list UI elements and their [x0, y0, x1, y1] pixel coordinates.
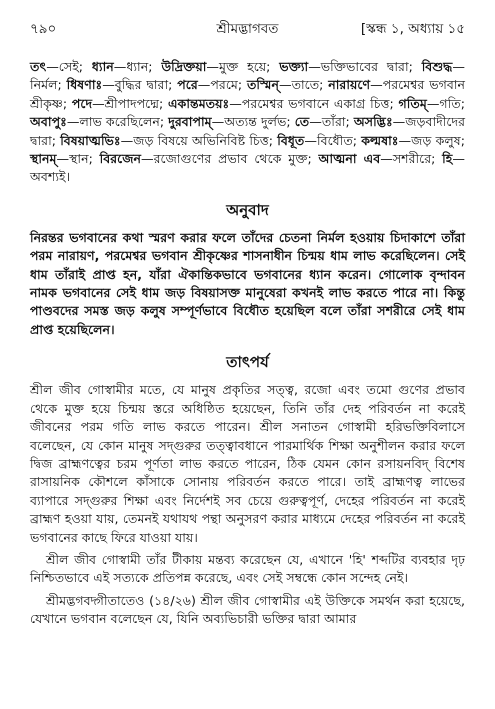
canto-chapter-reference: [স্কন্ধ ১, অধ্যায় ১৫ — [360, 21, 465, 37]
gloss-meaning: —গতি; — [426, 95, 465, 111]
gloss-word: স্থানম্ — [30, 151, 57, 167]
gloss-meaning: —জড় কলুষ; — [398, 132, 465, 148]
gloss-meaning: —বুদ্ধির দ্বারা; — [102, 77, 178, 93]
gloss-word: একান্তমতয়ঃ — [167, 95, 230, 111]
gloss-word: পদে — [71, 95, 93, 111]
gloss-word: আত্মনা এব — [318, 151, 381, 167]
gloss-word: বিশুদ্ধ — [421, 59, 453, 74]
gloss-meaning: —স্থান; — [56, 151, 100, 167]
gloss-word: বিধূত — [277, 132, 305, 148]
purport-body — [30, 381, 465, 628]
gloss-meaning: —পরমেশ্বর ভগবান শ্রীকৃষ্ণ; — [30, 77, 466, 111]
gloss-word: অসদ্ভিঃ — [353, 114, 393, 130]
gloss-meaning: —জড় বিষয়ে অভিনিবিষ্ট চিত্ত; — [120, 132, 278, 148]
gloss-meaning: —ভক্তিভাবের দ্বারা; — [308, 59, 422, 74]
page-content — [30, 58, 465, 629]
gloss-meaning: —মুক্ত হয়ে; — [206, 59, 280, 74]
gloss-meaning: —লাভ করেছিলেন; — [66, 114, 169, 130]
translation-text: নিরন্তর ভগবানের কথা স্মরণ করার ফলে তাঁদের চেতনা নির্মল হওয়ায় চিদাকাশে তাঁরা পরম নারায়ণ, পরমেশ্বর ভগবান শ্রীকৃষ্ণের শাসনাধীন চিন্ময় ধাম লাভ করেছিলেন। সেই ধাম তাঁরাই প্রাপ্ত হন, যাঁরা ঐকান্তিকভাবে ভগবানের ধ্যান করেন। গোলোক বৃন্দাবন নামক ভগবানের সেই ধাম জড় বিষয়াসক্ত মানুষেরা কখনই লাভ করতে পারে না। কিন্তু পাণ্ডবদের সমস্ত জড় কলুষ সম্পূর্ণভাবে বিধৌত হয়েছিল বলে তাঁরা সশরীরে সেই ধাম প্রাপ্ত হয়েছিলেন। — [30, 229, 465, 337]
gloss-word: বিষয়াত্মভিঃ — [60, 132, 121, 148]
purport-paragraph: শ্রীল জীব গোস্বামীর মতে, যে মানুষ প্রকৃতির সত্ত্ব, রজো এবং তমো গুণের প্রভাব থেকে মুক্ত হয়ে চিন্ময় স্তরে অধিষ্ঠিত হয়েছেন, তিনি তাঁর দেহ পরিবর্তন না করেই জীবনের পরম গতি লাভ করতে পারেন। শ্রীল সনাতন গোস্বামী হরিভক্তিবিলাসে বলেছেন, যে কোন মানুষ সদ্গুরুর তত্ত্বাবধানে পারমার্থিক শিক্ষা অনুশীলন করার ফলে দ্বিজ ব্রাহ্মণত্বের চরম পূর্ণতা লাভ করতে পারেন, ঠিক যেমন কোন রসায়নবিদ্ বিশেষ রাসায়নিক কৌশলে কাঁসাকে সোনায় পরিবর্তন করতে পারে। তাই ব্রাহ্মণত্ব লাভের ব্যাপারে সদ্গুরুর শিক্ষা এবং নির্দেশই সব চেয়ে গুরুত্বপূর্ণ, দেহের পরিবর্তন না করেই ব্রাহ্মণ হওয়া যায়, তেমনই যথাযথ পন্থা অনুসরণ করার মাধ্যমে দেহের পরিবর্তন না করেই ভগবানের কাছে ফিরে যাওয়া যায়। — [30, 382, 465, 545]
gloss-meaning: —পরমেশ্বর ভগবানে একাগ্র চিত্ত; — [229, 95, 399, 111]
gloss-word: তস্মিন্ — [246, 77, 279, 93]
purport-paragraph: শ্রীমদ্ভগবদ্গীতাতেও (১৪/২৬) শ্রীল জীব গোস্বামীর এই উক্তিকে সমর্থন করা হয়েছে, যেখানে ভগবান বলেছেন যে, যিনি অব্যভিচারী ভক্তির দ্বারা আমার — [30, 592, 465, 627]
gloss-word: উদ্রিক্তয়া — [161, 59, 207, 74]
gloss-meaning: —তাতে; — [278, 77, 329, 93]
gloss-word: অবাপুঃ — [30, 114, 67, 130]
gloss-meaning: —শ্রীপাদপদ্মে; — [92, 95, 168, 111]
translation-heading: অনুবাদ — [226, 200, 269, 219]
gloss-word: তে — [294, 114, 310, 130]
gloss-word: নারায়ণে — [328, 77, 371, 93]
gloss-meaning: —সশরীরে; — [380, 151, 443, 167]
gloss-meaning: —রজোগুণের প্রভাব থেকে মুক্ত; — [141, 151, 319, 167]
gloss-meaning: —পরমে; — [197, 77, 247, 93]
gloss-meaning: —জড়বাদীদের দ্বারা; — [30, 114, 466, 148]
gloss-meaning: —অত্যন্ত দুর্লভ; — [211, 114, 295, 130]
gloss-word: হি — [442, 151, 453, 167]
gloss-meaning: —বিধৌত; — [304, 132, 362, 148]
word-for-word-gloss — [30, 58, 465, 187]
gloss-word: ভক্ত্যা — [279, 59, 309, 74]
purport-heading: তাৎপর্য — [226, 353, 269, 372]
gloss-word: কল্মষাঃ — [361, 132, 399, 148]
purport-paragraph: শ্রীল জীব গোস্বামী তাঁর টীকায় মন্তব্য করেছেন যে, এখানে 'হি' শব্দটির ব্যবহার দৃঢ় নিশ্চিতভাবে এই সত্যকে প্রতিপন্ন করেছে, এবং সেই সম্বন্ধে কোন সন্দেহ নেই। — [30, 551, 465, 586]
page-number: ৭৯০ — [30, 21, 57, 37]
gloss-meaning: —নির্মল; — [30, 59, 465, 93]
gloss-meaning: —অবশ্যই। — [30, 151, 465, 185]
gloss-word: দুরবাপাম্ — [168, 114, 212, 130]
page-header — [30, 18, 465, 40]
running-title: শ্রীমদ্ভাগবত — [216, 21, 279, 37]
gloss-meaning: —ধ্যান; — [113, 59, 162, 74]
gloss-meaning: —তাঁরা; — [309, 114, 354, 130]
gloss-word: ধিষণাঃ — [66, 77, 103, 93]
gloss-word: পরে — [177, 77, 198, 93]
gloss-word: ধ্যান — [91, 59, 114, 74]
gloss-word: বিরজেন — [99, 151, 142, 167]
gloss-word: তৎ — [30, 59, 47, 74]
gloss-word: গতিম্ — [398, 95, 427, 111]
gloss-meaning: —সেই; — [46, 59, 92, 74]
